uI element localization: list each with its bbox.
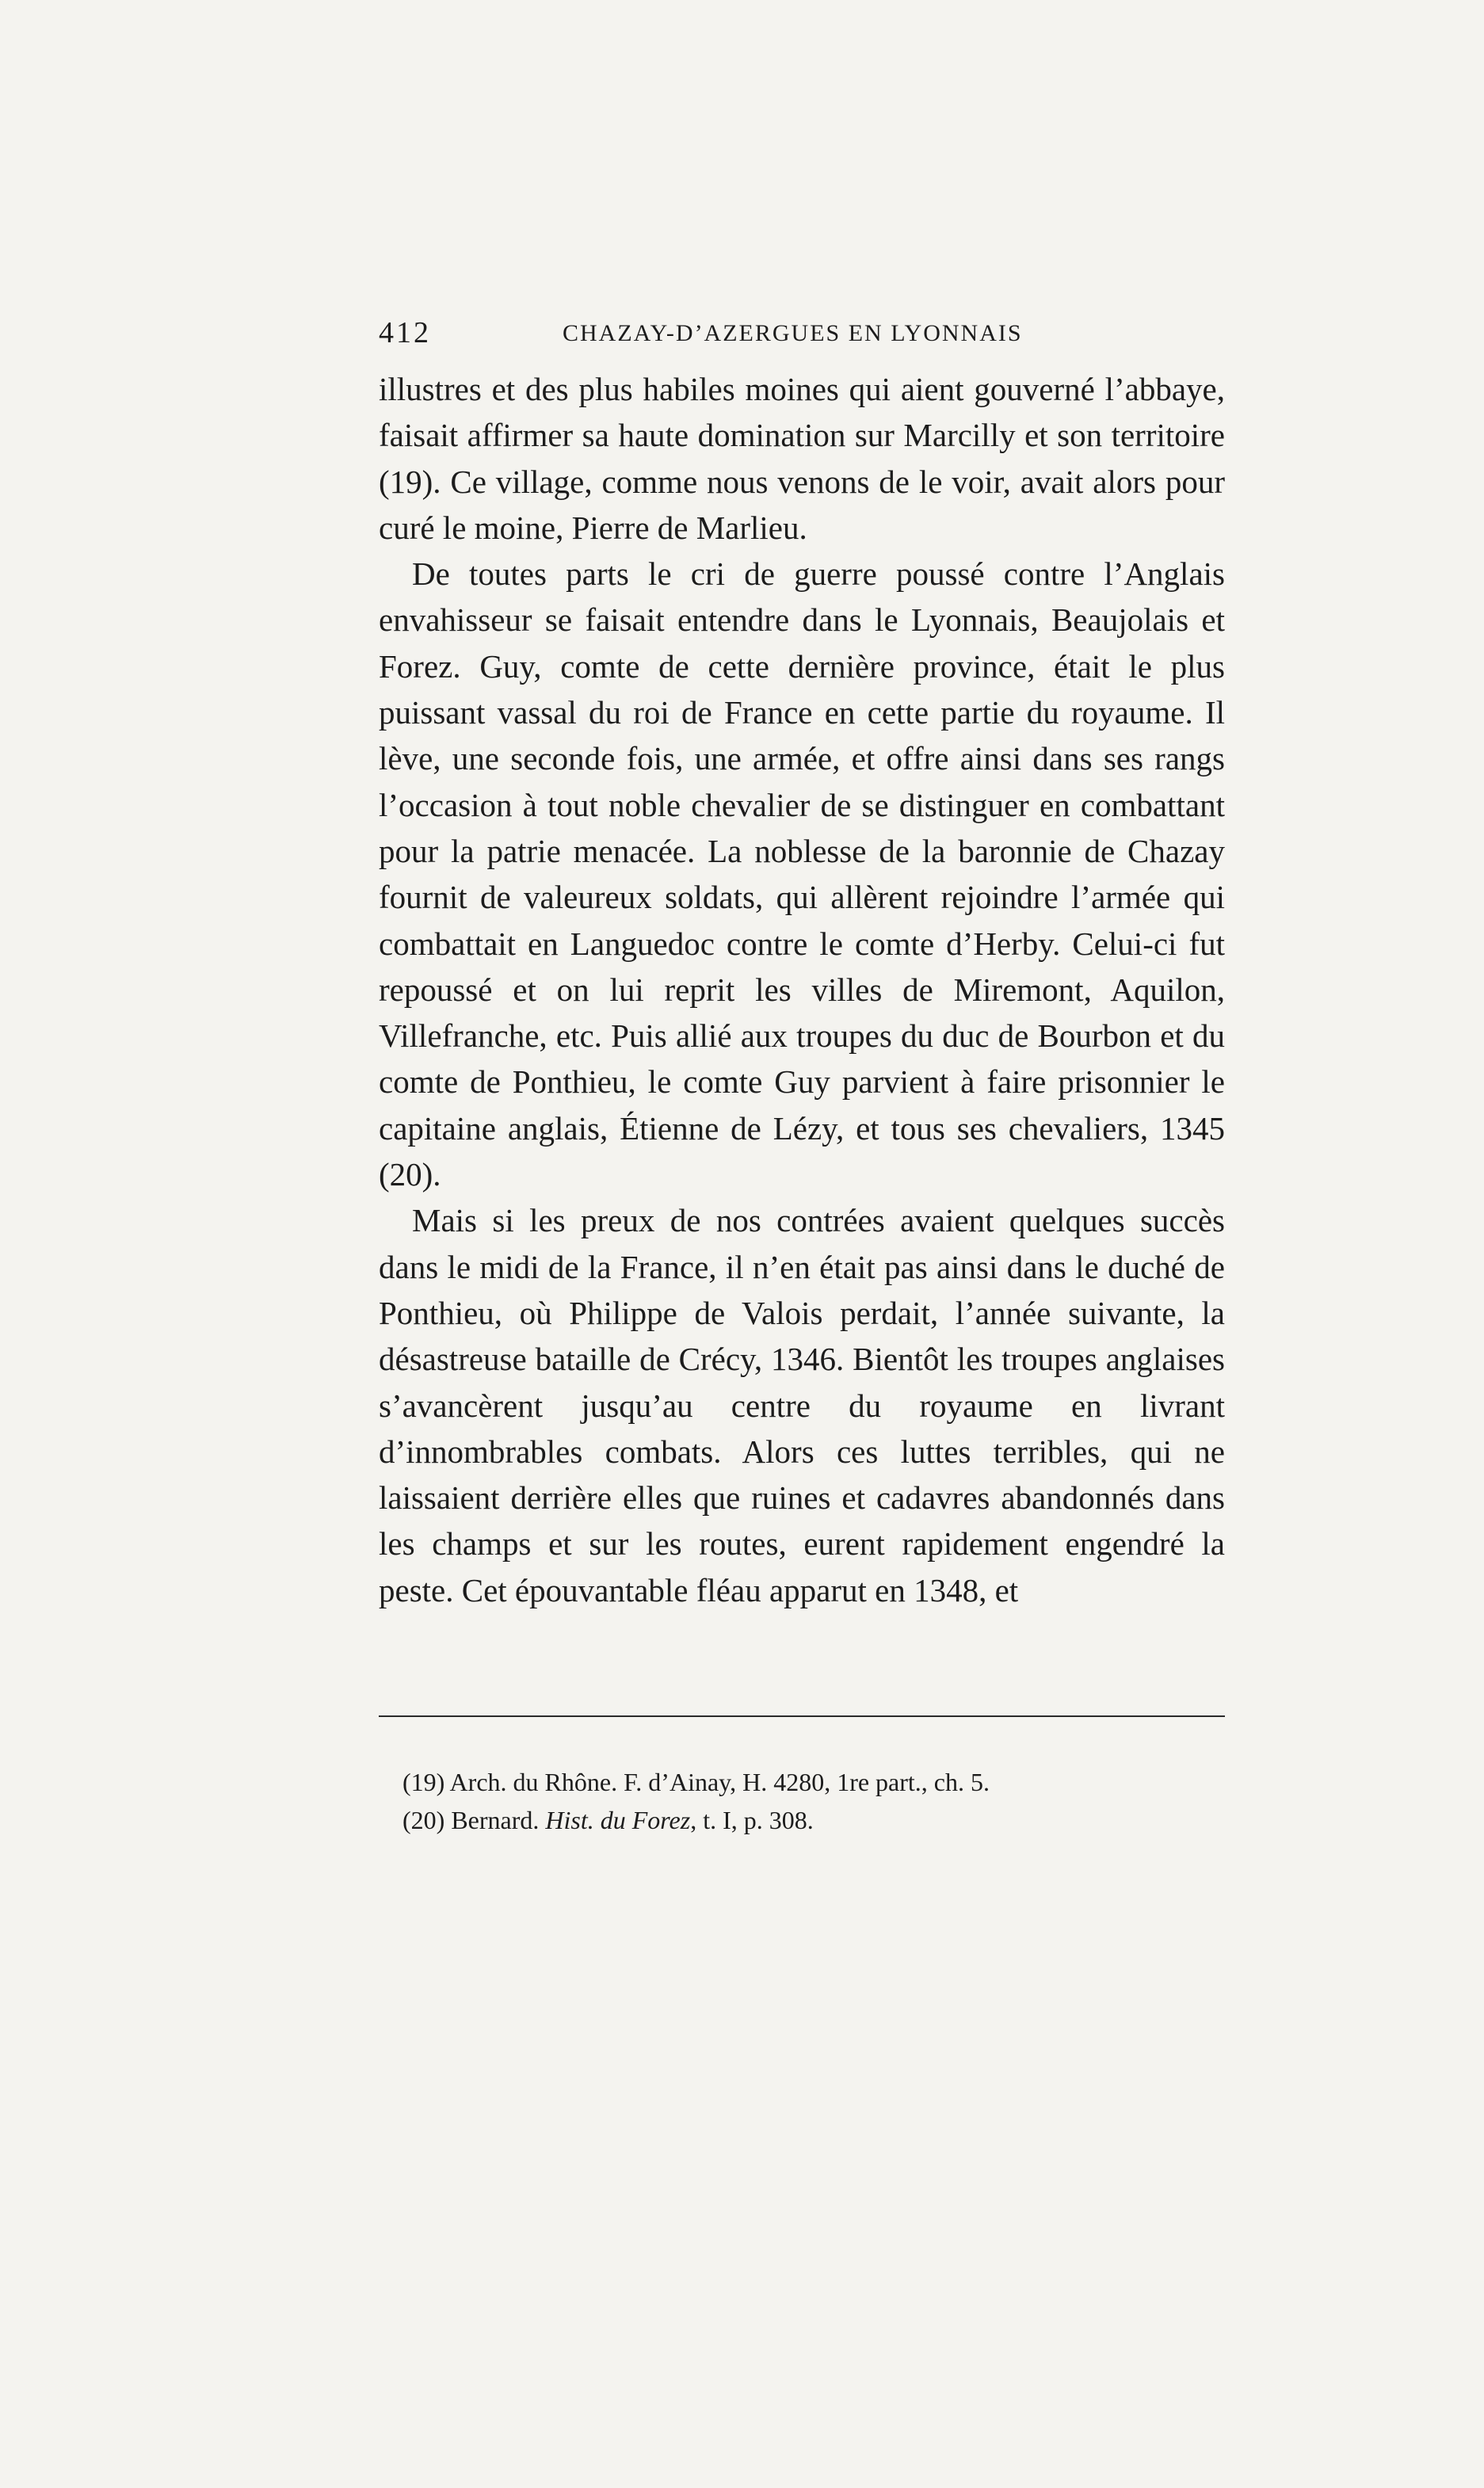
footnote-20-suffix: , t. I, p. 308. xyxy=(690,1806,814,1834)
footnote-divider xyxy=(379,1715,1225,1717)
page-number: 412 xyxy=(379,316,431,349)
running-head xyxy=(379,315,1225,347)
running-title: CHAZAY-D’AZERGUES EN LYONNAIS xyxy=(563,320,1023,346)
body-text xyxy=(379,366,1225,1613)
footnote-20-prefix: (20) Bernard. xyxy=(402,1806,546,1834)
paragraph: Mais si les preux de nos contrées avaient quelques succès dans le midi de la France, il n’en était pas ainsi dans le duché de Ponthieu, où Philippe de Valois perdait, l’année suivante, la désastreuse bataille de Crécy, 1346. Bientôt les troupes anglaises s’avancèrent jusqu’au centre du royaume en livrant d’innombrables combats. Alors ces luttes terribles, qui ne laissaient derrière elles que ruines et cadavres abandonnés dans les champs et sur les routes, eurent rapidement engendré la peste. Cet épouvantable fléau apparut en 1348, et xyxy=(379,1202,1225,1608)
paragraph-continuation: illustres et des plus habiles moines qui aient gouverné l’abbaye, faisait affirmer sa haute domination sur Marcilly et son territoire (19). Ce village, comme nous venons de le voir, avait alors pour curé le moine, Pierre de Marlieu. xyxy=(379,371,1225,546)
footnote-20 xyxy=(402,1801,1226,1839)
paragraph: De toutes parts le cri de guerre poussé contre l’Anglais envahisseur se faisait entendre dans le Lyonnais, Beaujolais et Forez. Guy, comte de cette dernière province, était le plus puissant vassal du roi de France en cette partie du royaume. Il lève, une seconde fois, une armée, et offre ainsi dans ses rangs l’occasion à tout noble chevalier de se distinguer en combattant pour la patrie menacée. La noblesse de la baronnie de Chazay fournit de valeureux soldats, qui allèrent rejoindre l’armée qui combattait en Languedoc contre le comte d’Herby. Celui-ci fut repoussé et on lui reprit les villes de Miremont, Aquilon, Villefranche, etc. Puis allié aux troupes du duc de Bourbon et du comte de Ponthieu, le comte Guy parvient à faire prisonnier le capitaine anglais, Étienne de Lézy, et tous ses chevaliers, 1345 (20). xyxy=(379,555,1225,1193)
footnotes xyxy=(402,1763,1226,1839)
footnote-19: (19) Arch. du Rhône. F. d’Ainay, H. 4280, 1re part., ch. 5. xyxy=(402,1768,990,1796)
footnote-20-title: Hist. du Forez xyxy=(545,1806,691,1834)
